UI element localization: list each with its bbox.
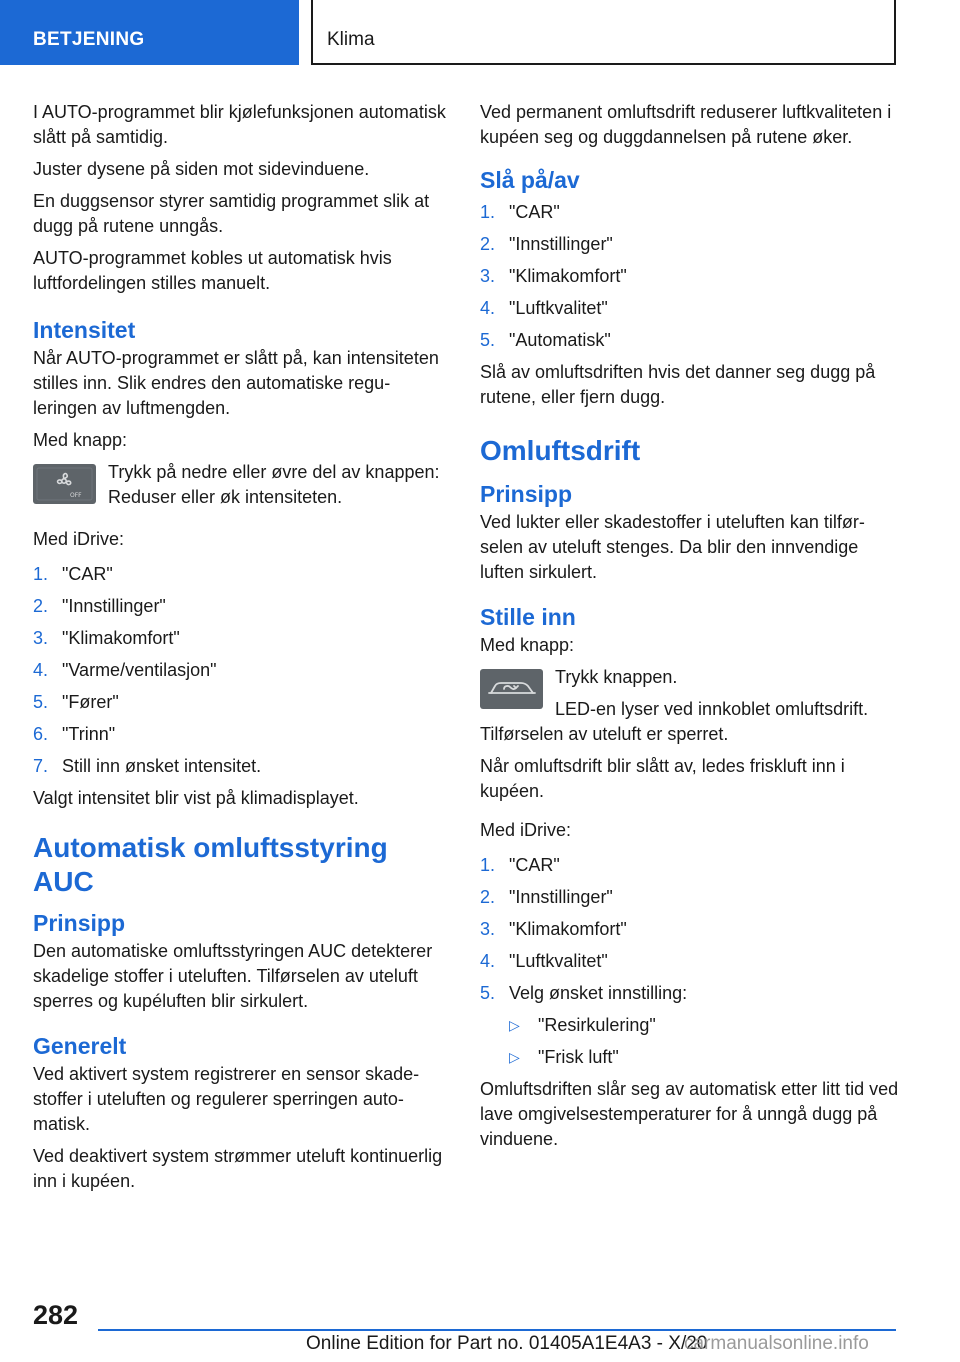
paragraph: Med iDrive: (480, 820, 572, 840)
watermark: carmanualsonline.info (684, 1333, 869, 1354)
option-list (509, 1013, 900, 1070)
list-item: 1. "CAR" (480, 202, 560, 222)
paragraph: Trykk på nedre eller øvre del av knappen: Reduser eller øk intensiteten. (108, 462, 440, 507)
heading-intensitet: Intensitet (33, 317, 136, 343)
list-item: 3. "Klimakomfort" (480, 919, 627, 939)
paragraph: Med iDrive: (33, 529, 125, 549)
paragraph: Når omluftsdrift blir slått av, ledes friskluft inn i kupéen. (480, 756, 845, 801)
heading-stille-inn: Stille inn (480, 604, 576, 630)
list-item: 4. "Varme/ventilasjon" (33, 660, 217, 680)
footer-divider (98, 1329, 896, 1331)
list-item: 2. "Innstillinger" (33, 596, 166, 616)
svg-text:OFF: OFF (70, 492, 82, 499)
triangle-bullet-icon: ▷ (509, 1049, 520, 1065)
list-item: 1. "CAR" (33, 564, 113, 584)
paragraph: Ved permanent omluftsdrift reduserer luftkvaliteten i kupéen seg og duggdannelsen på rutene øker. (480, 102, 892, 147)
paragraph: Juster dysene på siden mot sidevinduene. (33, 159, 370, 179)
list-item: ▷ "Resirkulering" (509, 1013, 900, 1038)
list-item: 3. "Klimakomfort" (480, 266, 627, 286)
idrive-steps (480, 853, 900, 1006)
heading-omluftsdrift: Omluftsdrift (480, 435, 641, 466)
paragraph: LED-en lyser ved innkoblet omluftsdrift. (555, 699, 869, 719)
list-item: 2. "Innstillinger" (480, 234, 613, 254)
paragraph: En duggsensor styrer samtidig programmet slik at dugg på rutene unngås. (33, 191, 430, 236)
paragraph: Ved deaktivert system strømmer uteluft kontinuerlig inn i kupéen. (33, 1146, 443, 1191)
heading-generelt: Generelt (33, 1033, 127, 1059)
recirculation-button-icon (480, 669, 543, 709)
list-item: 5. "Fører" (33, 692, 119, 712)
section-title: BETJENING (33, 29, 145, 50)
list-item: 6. "Trinn" (33, 724, 116, 744)
recirculation-button-row (480, 665, 900, 722)
paragraph: Valgt intensitet blir vist på klimadisplayet. (33, 788, 359, 808)
paragraph: Ved aktivert system registrerer en sensor skadestoffer i uteluften og regulerer sperringen automatisk. (33, 1064, 420, 1134)
chapter-title: Klima (327, 29, 375, 50)
paragraph: Tilførselen av uteluft er sperret. (480, 724, 729, 744)
paragraph: Når AUTO-programmet er slått på, kan intensiteten stilles inn. Slik endres den automatiske reguleringen av luftmengden. (33, 348, 439, 418)
list-item: 4. "Luftkvalitet" (480, 951, 608, 971)
paragraph: Med knapp: (480, 635, 575, 655)
heading-prinsipp: Prinsipp (33, 910, 126, 936)
paragraph: Omluftsdriften slår seg av automatisk etter litt tid ved lave omgivelsestemperaturer for å unngå dugg på vinduene. (480, 1079, 899, 1149)
triangle-bullet-icon: ▷ (509, 1017, 520, 1033)
list-item: 5. Velg ønsket innstilling: (480, 983, 688, 1003)
paragraph: Trykk knappen. (555, 667, 678, 687)
list-item: 5. "Automatisk" (480, 330, 611, 350)
fan-intensity-button-icon (33, 464, 96, 504)
right-column (480, 100, 900, 1159)
list-item: 1. "CAR" (480, 855, 560, 875)
paragraph: Med knapp: (33, 430, 128, 450)
list-item: 2. "Innstillinger" (480, 887, 613, 907)
edition-text: Online Edition for Part no. 01405A1E4A3 - X/20 (306, 1333, 708, 1354)
list-item: 7. Still inn ønsket intensitet. (33, 756, 262, 776)
list-item: ▷ "Frisk luft" (509, 1045, 900, 1070)
heading-prinsipp: Prinsipp (480, 481, 573, 507)
left-column (33, 100, 448, 1201)
paragraph: Slå av omluftsdriften hvis det danner seg dugg på rutene, eller fjern dugg. (480, 362, 876, 407)
paragraph: Ved lukter eller skadestoffer i uteluften kan tilførselen av uteluft stenges. Da blir den innvendige luften sirkulert. (480, 512, 865, 582)
fan-button-row (33, 460, 448, 517)
idrive-steps (33, 562, 448, 779)
page-number: 282 (33, 1300, 79, 1330)
chapter-tab (311, 0, 896, 65)
list-item: 4. "Luftkvalitet" (480, 298, 608, 318)
paragraph: Den automatiske omluftsstyringen AUC detekterer skadelige stoffer i uteluften. Tilførselen av uteluft sperres og kupéluften blir sirkulert. (33, 941, 433, 1011)
heading-sla-pa-av: Slå på/av (480, 167, 580, 193)
paragraph: AUTO-programmet kobles ut automatisk hvis luftfordelingen stilles manuelt. (33, 248, 392, 293)
heading-auc: Automatisk omluftsstyring AUC (33, 832, 388, 897)
sla-steps (480, 200, 900, 353)
list-item: 3. "Klimakomfort" (33, 628, 180, 648)
section-tab (0, 0, 299, 65)
paragraph: I AUTO-programmet blir kjølefunksjonen automatisk slått på samtidig. (33, 102, 446, 147)
